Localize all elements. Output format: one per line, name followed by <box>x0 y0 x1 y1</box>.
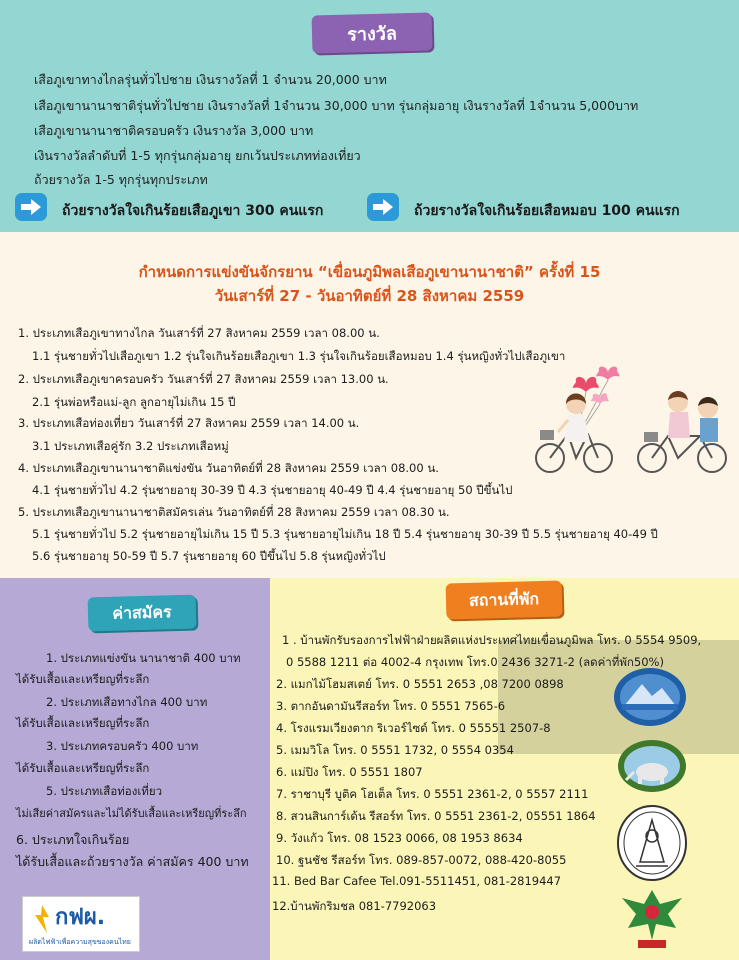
schedule-line: 3.1 ประเภทเสือคู่รัก 3.2 ประเภทเสือหมู่ <box>32 439 229 453</box>
fee-line: 5. ประเภทเสือท่องเที่ยว <box>46 784 163 798</box>
arrow-right-icon <box>14 192 48 222</box>
schedule-line: 5.6 รุ่นชายอายุ 50-59 ปี 5.7 รุ่นชายอายุ 60 ปีขึ้นไป 5.8 รุ่นหญิงทั่วไป <box>32 549 386 563</box>
lodging-line: 7. ราชาบุรี บูติค โฮเต็ล โทร. 0 5551 2361-2, 0 5557 2111 <box>276 787 589 801</box>
lodging-line: 5. เมมวิโล โทร. 0 5551 1732, 0 5554 0354 <box>276 743 514 757</box>
fee-line: ได้รับเสื้อและเหรียญที่ระลึก <box>16 716 150 730</box>
egat-logo <box>22 896 140 952</box>
award-line-5: ถ้วยรางวัล 1-5 ทุกรุ่นทุกประเภท <box>34 172 208 187</box>
lodging-title-badge: สถานที่พัก <box>446 580 563 619</box>
schedule-line: 4. ประเภทเสือภูเขานานาชาติแข่งขัน วันอาทิตย์ที่ 28 สิงหาคม 2559 เวลา 08.00 น. <box>18 461 439 475</box>
highlight-road-cup: ถ้วยรางวัลใจเกินร้อยเสือหมอบ 100 คนแรก <box>414 203 680 219</box>
award-line-1: เสือภูเขาทางไกลรุ่นทั่วไปชาย เงินรางวัลที่ 1 จำนวน 20,000 บาท <box>34 72 387 87</box>
fee-line: 1. ประเภทแข่งขัน นานาชาติ 400 บาท <box>46 651 241 665</box>
lodging-line: 3. ตากอันดามันรีสอร์ท โทร. 0 5551 7565-6 <box>276 699 506 713</box>
fee-line: 6. ประเภทใจเกินร้อย <box>16 832 130 847</box>
award-line-2: เสือภูเขานานาชาติรุ่นทั่วไปชาย เงินรางวัลที่ 1จำนวน 30,000 บาท รุ่นกลุ่มอายุ เงินรางวัลที่ 1จำนวน 5,000บาท <box>34 98 639 113</box>
schedule-date: วันเสาร์ที่ 27 - วันอาทิตย์ที่ 28 สิงหาคม 2559 <box>214 287 525 305</box>
highlight-mtb-cup: ถ้วยรางวัลใจเกินร้อยเสือภูเขา 300 คนแรก <box>62 203 324 219</box>
lodging-line: 9. วังแก้ว โทร. 08 1523 0066, 08 1953 8634 <box>276 831 523 845</box>
award-line-3: เสือภูเขานานาชาติครอบครัว เงินรางวัล 3,000 บาท <box>34 123 314 138</box>
lodging-line: 2. แมกไม้โฮมสเตย์ โทร. 0 5551 2653 ,08 7200 0898 <box>276 677 564 691</box>
schedule-line: 5.1 รุ่นชายทั่วไป 5.2 รุ่นชายอายุไม่เกิน 15 ปี 5.3 รุ่นชายอายุไม่เกิน 18 ปี 5.4 รุ่นชายอายุ 30-39 ปี 5.5 รุ่นชายอายุ 40-49 ปี <box>32 527 658 541</box>
fees-section <box>0 578 270 960</box>
garuda-emblem-icon <box>612 884 692 952</box>
lodging-line: 4. โรงแรมเวียงตาก ริเวอร์ไซด์ โทร. 0 55551 2507-8 <box>276 721 551 735</box>
fee-line: ได้รับเสื้อและเหรียญที่ระลึก <box>16 672 150 686</box>
schedule-title: กำหนดการแข่งขันจักรยาน “เขื่อนภูมิพลเสือภูเขานานาชาติ” ครั้งที่ 15 <box>138 263 601 281</box>
lodging-line: 10. ฐนชัช รีสอร์ท โทร. 089-857-0072, 088-420-8055 <box>276 853 567 867</box>
schedule-line: 2.1 รุ่นพ่อหรือแม่-ลูก ลูกอายุไม่เกิน 15 ปี <box>32 395 236 409</box>
egat-logo-text: กฟผ. <box>55 905 106 930</box>
lodging-line: 12.บ้านพักริมชล 081-7792063 <box>272 899 437 913</box>
egat-emblem-icon <box>29 903 55 935</box>
schedule-line: 5. ประเภทเสือภูเขานานาชาติสมัครเล่น วันอาทิตย์ที่ 28 สิงหาคม 2559 เวลา 08.30 น. <box>18 505 450 519</box>
schedule-line: 2. ประเภทเสือภูเขาครอบครัว วันเสาร์ที่ 27 สิงหาคม 2559 เวลา 13.00 น. <box>18 372 389 386</box>
schedule-line: 3. ประเภทเสือท่องเที่ยว วันเสาร์ที่ 27 สิงหาคม 2559 เวลา 14.00 น. <box>18 416 360 430</box>
lodging-line: 8. สวนสินการ์เด้น รีสอร์ท โทร. 0 5551 2361-2, 05551 1864 <box>276 809 596 823</box>
royal-seal-icon <box>616 804 688 882</box>
fee-line: 2. ประเภทเสือทางไกล 400 บาท <box>46 695 208 709</box>
awards-section <box>0 0 739 232</box>
schedule-section <box>0 232 739 578</box>
lodging-line: 1 . บ้านพักรับรองการไฟฟ้าฝ่ายผลิตแห่งประเทศไทยเขื่อนภูมิพล โทร. 0 5554 9509, <box>282 633 702 647</box>
fee-line: 3. ประเภทครอบครัว 400 บาท <box>46 739 199 753</box>
lodging-line: 6. แม่ปิง โทร. 0 5551 1807 <box>276 765 423 779</box>
fee-line: ไม่เสียค่าสมัครและไม่ได้รับเสื้อและเหรียญที่ระลึก <box>16 807 247 820</box>
lodging-line: 0 5588 1211 ต่อ 4002-4 กรุงเทพ โทร.0 2436 3271-2 (ลดค่าที่พัก50%) <box>286 655 664 669</box>
dam-seal-icon <box>612 666 688 728</box>
schedule-line: 4.1 รุ่นชายทั่วไป 4.2 รุ่นชายอายุ 30-39 ปี 4.3 รุ่นชายอายุ 40-49 ปี 4.4 รุ่นชายอายุ 50 ปีขึ้นไป <box>32 483 513 497</box>
elephant-seal-icon <box>616 738 688 794</box>
fee-line: ได้รับเสื้อและถ้วยรางวัล ค่าสมัคร 400 บาท <box>16 854 249 869</box>
awards-title-badge: รางวัล <box>312 12 433 53</box>
arrow-right-icon <box>366 192 400 222</box>
schedule-line: 1.1 รุ่นชายทั่วไปเสือภูเขา 1.2 รุ่นใจเกินร้อยเสือภูเขา 1.3 รุ่นใจเกินร้อยเสือหมอบ 1.4 รุ่นหญิงทั่วไปเสือภูเขา <box>32 349 566 363</box>
egat-logo-subtext: ผลิตไฟฟ้าเพื่อความสุขของคนไทย <box>29 938 131 946</box>
fee-line: ได้รับเสื้อและเหรียญที่ระลึก <box>16 761 150 775</box>
award-line-4: เงินรางวัลลำดับที่ 1-5 ทุกรุ่นกลุ่มอายุ ยกเว้นประเภทท่องเที่ยว <box>34 148 361 163</box>
schedule-line: 1. ประเภทเสือภูเขาทางไกล วันเสาร์ที่ 27 สิงหาคม 2559 เวลา 08.00 น. <box>18 326 380 340</box>
lodging-line: 11. Bed Bar Cafee Tel.091-5511451, 081-2819447 <box>272 874 562 888</box>
couple-cycling-illustration <box>528 362 728 480</box>
fees-title-badge: ค่าสมัคร <box>88 595 197 632</box>
